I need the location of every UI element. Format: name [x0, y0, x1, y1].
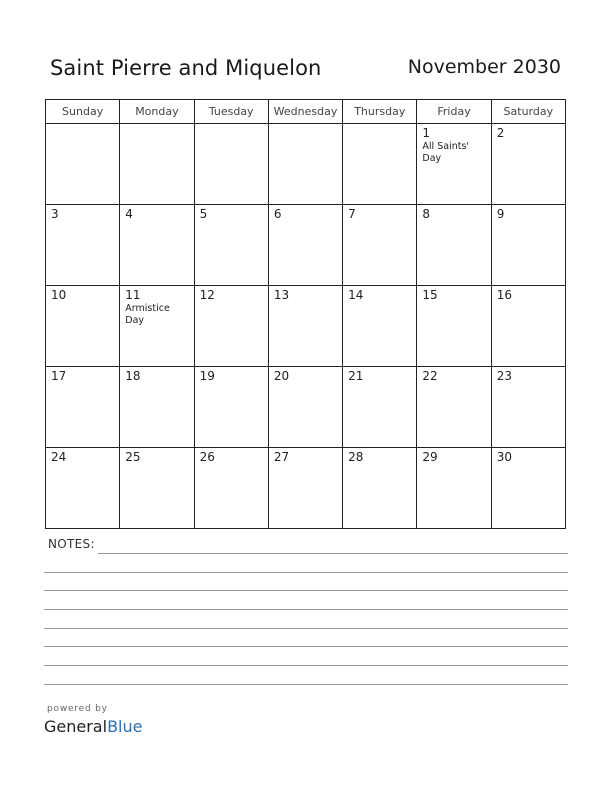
- day-cell: [194, 124, 268, 205]
- note-line: [44, 628, 568, 629]
- note-line: [98, 553, 568, 554]
- day-cell: [343, 286, 417, 367]
- day-number: 14: [348, 288, 364, 302]
- holiday-label: Armistice Day: [125, 303, 170, 326]
- day-cell: [46, 367, 120, 448]
- week-row: [46, 124, 566, 205]
- day-number: 6: [273, 207, 282, 221]
- day-number: 8: [422, 207, 431, 221]
- day-cell: [46, 124, 120, 205]
- day-number: 13: [273, 288, 290, 302]
- day-cell: [268, 286, 342, 367]
- day-cell: [268, 448, 342, 529]
- day-number: 1: [422, 126, 431, 140]
- note-line: [44, 684, 568, 685]
- weekday-monday: Monday: [120, 100, 194, 124]
- notes-label: NOTES:: [48, 537, 95, 551]
- day-number: 20: [273, 369, 290, 383]
- day-cell: [417, 286, 491, 367]
- day-cell: [343, 367, 417, 448]
- day-cell: [491, 124, 565, 205]
- day-number: 21: [348, 369, 364, 383]
- weekday-tuesday: Tuesday: [194, 100, 268, 124]
- day-cell: [343, 448, 417, 529]
- day-number: 30: [496, 450, 512, 464]
- day-number: 11: [125, 288, 141, 302]
- day-cell: [491, 367, 565, 448]
- day-number: 29: [422, 450, 438, 464]
- week-row: [46, 367, 566, 448]
- week-row: [46, 286, 566, 367]
- day-cell: [120, 367, 194, 448]
- calendar-title: Saint Pierre and Miquelon: [50, 56, 322, 80]
- day-number: 28: [348, 450, 364, 464]
- day-cell: [417, 448, 491, 529]
- day-number: 2: [496, 126, 505, 140]
- day-cell: [194, 205, 268, 286]
- day-number: 7: [348, 207, 356, 221]
- holiday-label: All Saints' Day: [422, 141, 470, 164]
- calendar-grid: [45, 99, 566, 529]
- day-number: 22: [422, 369, 438, 383]
- day-cell: [268, 205, 342, 286]
- note-line: [44, 609, 568, 610]
- day-cell: [120, 448, 194, 529]
- day-number: 16: [496, 288, 512, 302]
- day-number: 12: [199, 288, 215, 302]
- day-number: 3: [51, 207, 59, 221]
- day-cell: [120, 205, 194, 286]
- brand-blue-text: Blue: [107, 717, 143, 736]
- day-cell: [268, 367, 342, 448]
- day-number: 5: [199, 207, 208, 221]
- day-number: 24: [51, 450, 67, 464]
- day-cell: [417, 124, 491, 205]
- weekday-saturday: Saturday: [491, 100, 565, 124]
- week-row: [46, 448, 566, 529]
- day-number: 26: [199, 450, 215, 464]
- day-number: 10: [51, 288, 67, 302]
- day-number: 27: [273, 450, 290, 464]
- calendar-month: November 2030: [407, 56, 561, 78]
- day-cell: [46, 205, 120, 286]
- day-cell: [491, 286, 565, 367]
- weekday-wednesday: Wednesday: [268, 100, 342, 124]
- weekday-thursday: Thursday: [343, 100, 417, 124]
- weekday-header-row: [46, 100, 566, 124]
- generalblue-logo: [44, 717, 142, 736]
- weekday-sunday: Sunday: [46, 100, 120, 124]
- day-number: 18: [125, 369, 141, 383]
- day-cell: [46, 448, 120, 529]
- day-cell: [120, 286, 194, 367]
- brand-general-text: General: [44, 717, 108, 736]
- day-cell: [194, 286, 268, 367]
- note-line: [44, 590, 568, 591]
- day-number: 9: [496, 207, 505, 221]
- day-cell: [268, 124, 342, 205]
- week-row: [46, 205, 566, 286]
- day-cell: [491, 448, 565, 529]
- day-cell: [417, 367, 491, 448]
- day-number: 23: [496, 369, 512, 383]
- day-cell: [417, 205, 491, 286]
- day-cell: [46, 286, 120, 367]
- note-line: [44, 646, 568, 647]
- note-line: [44, 572, 568, 573]
- weekday-friday: Friday: [417, 100, 491, 124]
- day-cell: [194, 448, 268, 529]
- day-cell: [491, 205, 565, 286]
- day-cell: [120, 124, 194, 205]
- day-cell: [343, 205, 417, 286]
- day-number: 17: [51, 369, 67, 383]
- day-cell: [343, 124, 417, 205]
- day-cell: [194, 367, 268, 448]
- day-number: 15: [422, 288, 438, 302]
- day-number: 4: [125, 207, 133, 221]
- day-number: 25: [125, 450, 141, 464]
- day-number: 19: [199, 369, 215, 383]
- note-line: [44, 665, 568, 666]
- powered-by-label: powered by: [47, 704, 108, 714]
